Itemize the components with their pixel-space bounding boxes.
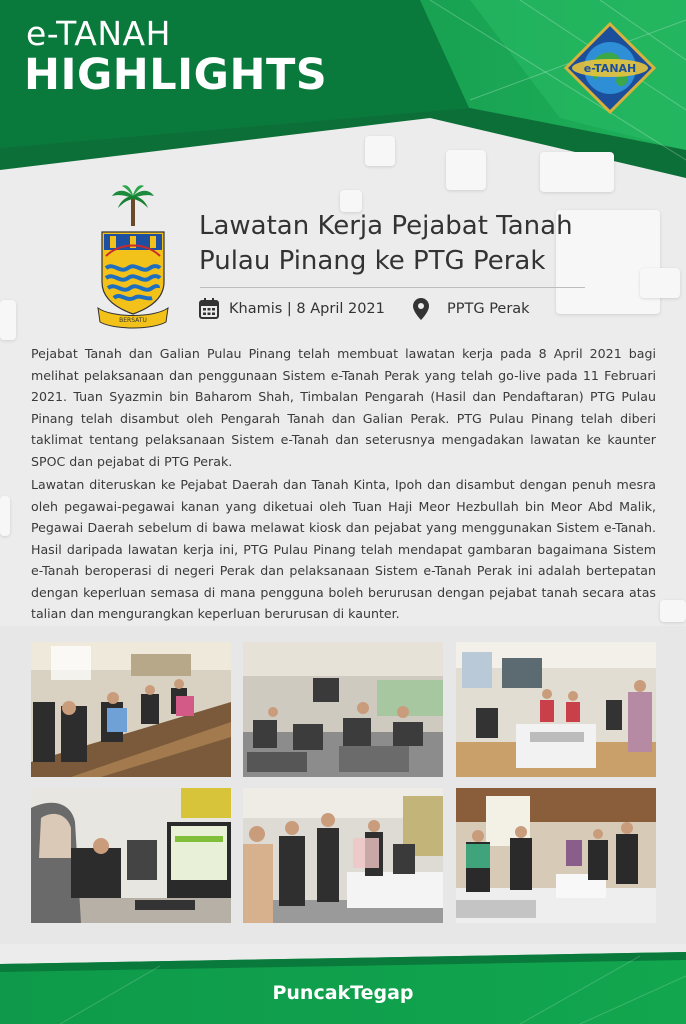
svg-text:BERSATU: BERSATU [119, 317, 147, 324]
article-location-text: PPTG Perak [447, 301, 530, 317]
article-date-text: Khamis | 8 April 2021 [229, 300, 385, 317]
article-paragraph-1: Pejabat Tanah dan Galian Pulau Pinang telah membuat lawatan kerja pada 8 April 2021 bagi melihat pelaksanaan dan penggunaan Sistem e-Tanah Perak yang telah go-live pada 11 Februari 2021. Tuan Syazmin bin Baharom Shah, Timbalan Pengarah (Hasil dan Pendaftaran) PTG Pulau Pinang telah disambut oleh Pengarah Tanah dan Galian Perak. PTG Pulau Pinang telah diberi taklimat tentang pelaksanaan Sistem e-Tanah dan seterusnya mengadakan lawatan ke kaunter SPOC dan pejabat di PTG Perak. [31, 346, 656, 469]
header-title-small: e-TANAH [26, 14, 171, 53]
article-title [199, 209, 619, 279]
photo-service-counter [456, 788, 656, 923]
article-title-line2: Pulau Pinang ke PTG Perak [199, 246, 546, 276]
photo-office-walkthrough [243, 788, 443, 923]
decorative-square [446, 150, 486, 190]
article-title-line1: Lawatan Kerja Pejabat Tanah [199, 211, 573, 241]
photo-meeting-room [31, 642, 231, 777]
photo-computer-terminal [31, 788, 231, 923]
decorative-square [640, 268, 680, 298]
decorative-square [0, 496, 10, 536]
footer-brand: PuncakTegap [272, 982, 414, 1004]
article-date [199, 298, 385, 319]
decorative-square [540, 152, 614, 192]
photo-office-briefing [243, 642, 443, 777]
etanah-logo [564, 22, 656, 114]
svg-text:e-TANAH: e-TANAH [583, 62, 637, 75]
header-title-big: HIGHLIGHTS [24, 50, 328, 100]
decorative-square [365, 136, 395, 166]
article-location [413, 298, 530, 320]
photo-gallery [0, 626, 686, 944]
decorative-square [660, 600, 686, 622]
penang-crest [96, 182, 170, 332]
photo-counter-printers [456, 642, 656, 777]
decorative-square [0, 300, 16, 340]
calendar-icon [199, 298, 219, 319]
location-pin-icon [413, 298, 429, 320]
article-paragraph-2: Lawatan diteruskan ke Pejabat Daerah dan Tanah Kinta, Ipoh dan disambut dengan penuh mesra oleh pegawai-pegawai kanan yang diketuai oleh Tuan Haji Meor Hezbullah bin Meor Abd Malik, Pegawai Daerah sebelum di bawa melawat kiosk dan pejabat yang menggunakan Sistem e-Tanah. Hasil daripada lawatan kerja ini, PTG Pulau Pinang telah mendapat gambaran bagaimana Sistem e-Tanah beroperasi di negeri Perak dan pelaksanaan Sistem e-Tanah Perak ini adalah bertepatan dengan keperluan semasa di mana pengguna boleh berurusan dengan pejabat tanah secara atas talian dan mengurangkan keperluan berurusan di kaunter. [31, 477, 656, 621]
title-divider [200, 287, 585, 288]
